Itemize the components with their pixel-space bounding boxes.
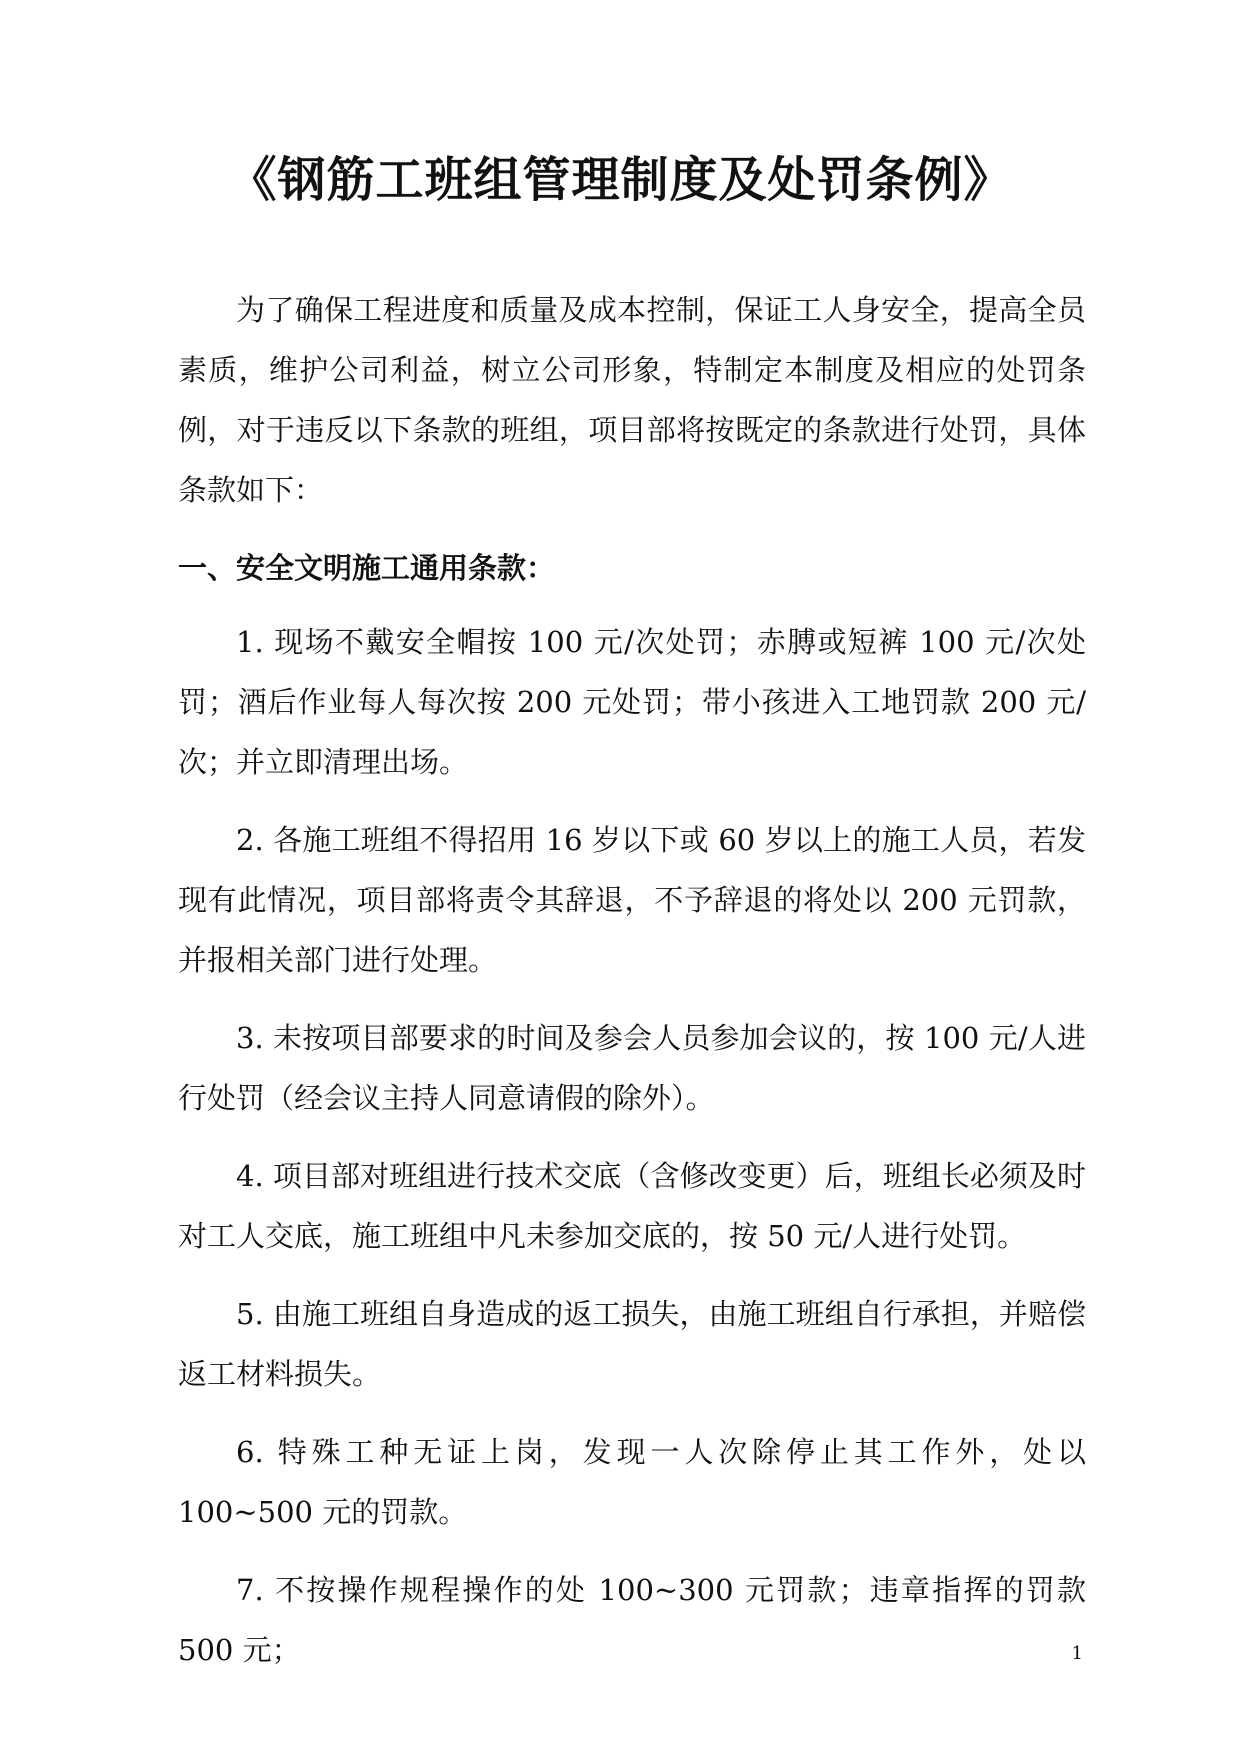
clause-paragraph: 7. 不按操作规程操作的处 100~300 元罚款；违章指挥的罚款 500 元；	[178, 1573, 1086, 1667]
clause-paragraph: 5. 由施工班组自身造成的返工损失，由施工班组自行承担，并赔偿返工材料损失。	[178, 1297, 1086, 1391]
clause-paragraph: 3. 未按项目部要求的时间及参会人员参加会议的，按 100 元/人进行处罚（经会议主持人同意请假的除外）。	[178, 1021, 1086, 1115]
intro-paragraph: 为了确保工程进度和质量及成本控制，保证工人身安全，提高全员素质，维护公司利益，树立公司形象，特制定本制度及相应的处罚条例，对于违反以下条款的班组，项目部将按既定的条款进行处罚，具体条款如下：	[178, 293, 1086, 507]
document-title: 《钢筋工班组管理制度及处罚条例》	[228, 152, 1013, 208]
clause-paragraph: 6. 特殊工种无证上岗，发现一人次除停止其工作外，处以 100~500 元的罚款。	[178, 1435, 1086, 1529]
clause-paragraph: 1. 现场不戴安全帽按 100 元/次处罚；赤膊或短裤 100 元/次处罚；酒后作业每人每次按 200 元处罚；带小孩进入工地罚款 200 元/次；并立即清理出场。	[178, 625, 1086, 779]
page-number: 1	[1071, 1643, 1083, 1664]
clause-paragraph: 4. 项目部对班组进行技术交底（含修改变更）后，班组长必须及时对工人交底，施工班组中凡未参加交底的，按 50 元/人进行处罚。	[178, 1159, 1086, 1253]
section-heading: 一、安全文明施工通用条款：	[178, 551, 556, 585]
clause-paragraph: 2. 各施工班组不得招用 16 岁以下或 60 岁以上的施工人员，若发现有此情况，项目部将责令其辞退，不予辞退的将处以 200 元罚款，并报相关部门进行处理。	[178, 823, 1086, 977]
document-body	[178, 280, 1086, 1698]
